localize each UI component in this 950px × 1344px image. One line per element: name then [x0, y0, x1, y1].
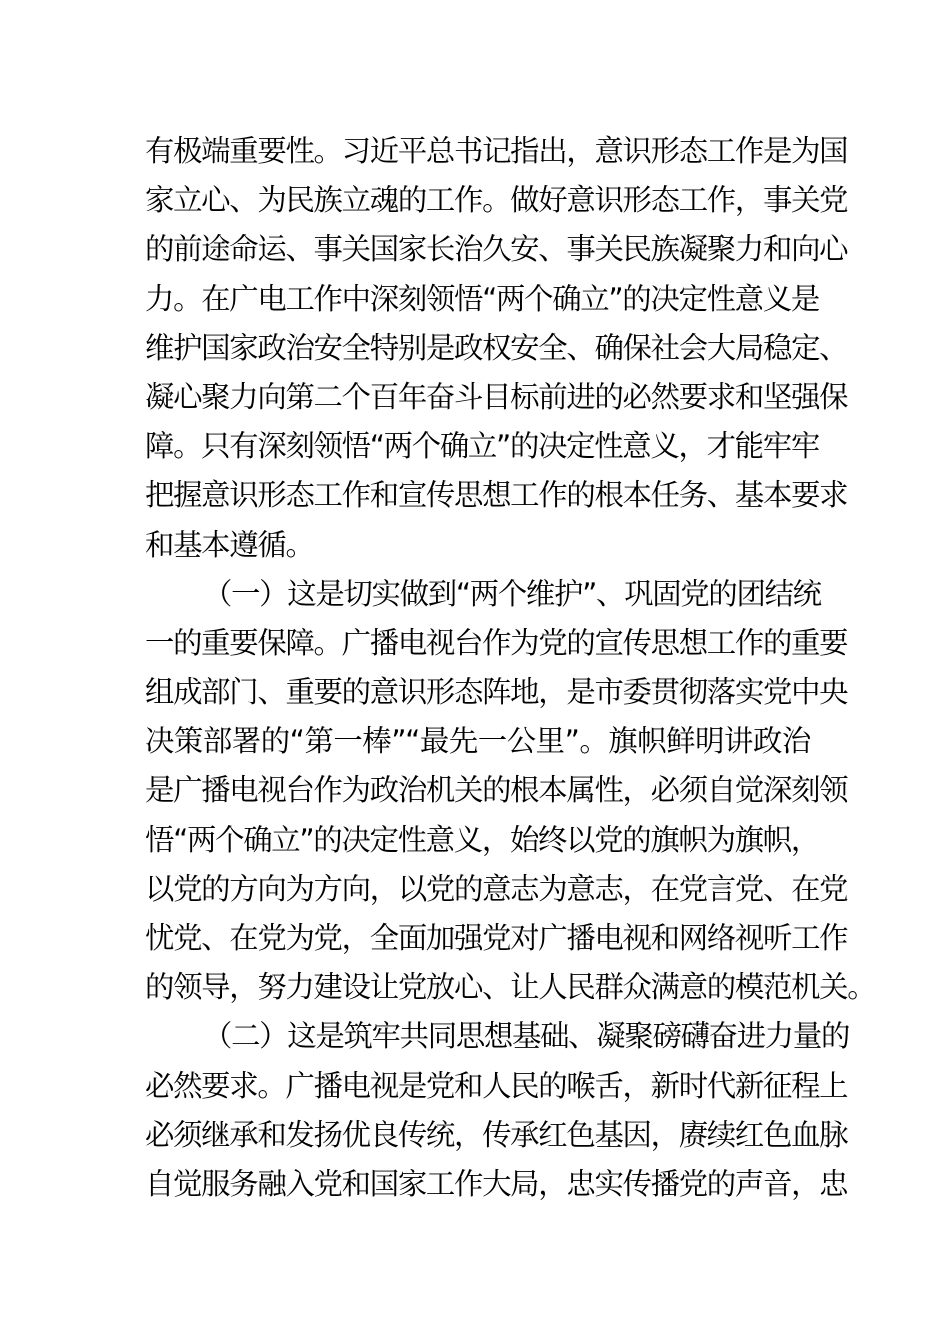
body-text — [145, 127, 876, 1209]
text-line: 凝心聚力向第二个百年奋斗目标前进的必然要求和坚强保 — [145, 379, 848, 414]
text-line: 以党的方向为方向，以党的意志为意志，在党言党、在党 — [145, 871, 848, 906]
text-line: 的前途命运、事关国家长治久安、事关民族凝聚力和向心 — [145, 232, 848, 267]
text-line: 一的重要保障。广播电视台作为党的宣传思想工作的重要 — [145, 625, 848, 660]
text-line: 是广播电视台作为政治机关的根本属性，必须自觉深刻领 — [145, 773, 848, 808]
text-line: 家立心、为民族立魂的工作。做好意识形态工作，事关党 — [145, 183, 848, 218]
text-line: 障。只有深刻领悟“两个确立”的决定性意义，才能牢牢 — [145, 429, 819, 464]
text-line: 力。在广电工作中深刻领悟“两个确立”的决定性意义是 — [145, 281, 819, 316]
text-line: 组成部门、重要的意识形态阵地，是市委贯彻落实党中央 — [145, 675, 848, 710]
paragraph-heading-line: （二）这是筑牢共同思想基础、凝聚磅礴奋进力量的 — [203, 1019, 850, 1054]
text-line: 忧党、在党为党，全面加强党对广播电视和网络视听工作 — [145, 921, 848, 955]
text-line: 自觉服务融入党和国家工作大局，忠实传播党的声音，忠 — [145, 1166, 848, 1201]
text-line: 必须继承和发扬优良传统，传承红色基因，赓续红色血脉 — [145, 1117, 848, 1152]
text-line: 把握意识形态工作和宣传思想工作的根本任务、基本要求 — [145, 478, 848, 513]
text-line: 悟“两个确立”的决定性意义，始终以党的旗帜为旗帜， — [145, 822, 819, 857]
text-line: 维护国家政治安全特别是政权安全、确保社会大局稳定、 — [145, 330, 848, 365]
text-line: 和基本遵循。 — [145, 527, 314, 562]
paragraph-heading-line: （一）这是切实做到“两个维护”、巩固党的团结统 — [203, 576, 821, 611]
text-line: 的领导，努力建设让党放心、让人民群众满意的模范机关。 — [145, 970, 876, 1005]
text-line: 有极端重要性。习近平总书记指出，意识形态工作是为国 — [145, 134, 848, 168]
text-line: 决策部署的“第一棒”“最先一公里”。旗帜鲜明讲政治 — [145, 724, 810, 759]
text-line: 必然要求。广播电视是党和人民的喉舌，新时代新征程上 — [145, 1068, 848, 1103]
